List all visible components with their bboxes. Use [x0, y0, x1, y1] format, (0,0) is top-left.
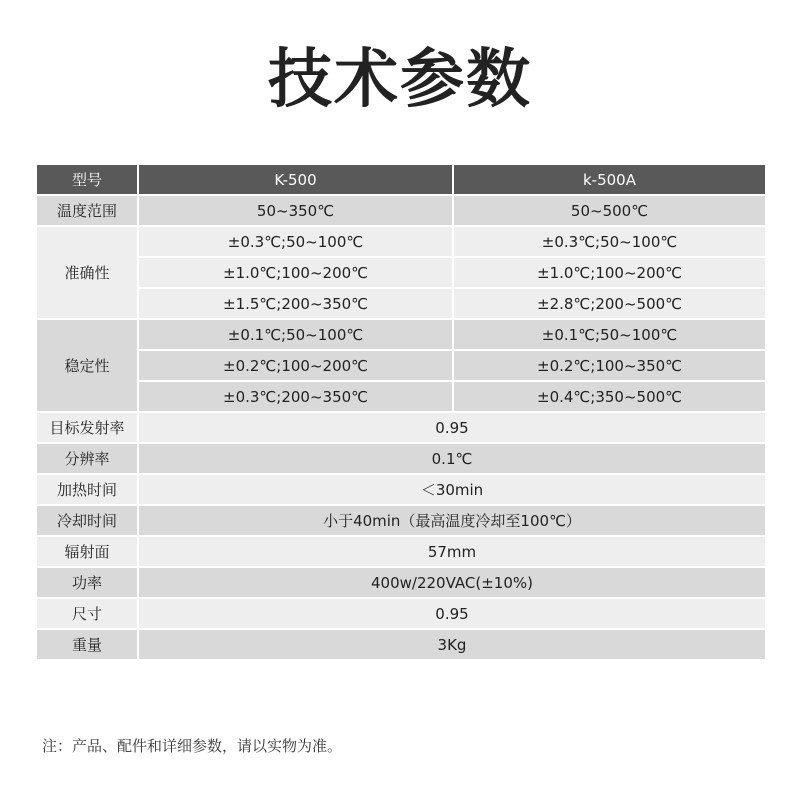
label-accuracy: 准确性 — [36, 226, 138, 319]
row-cooling-time — [36, 505, 766, 536]
label-weight: 重量 — [36, 629, 138, 660]
header-model-2: k-500A — [453, 164, 766, 195]
label-power: 功率 — [36, 567, 138, 598]
row-accuracy-1 — [36, 226, 766, 257]
label-resolution: 分辨率 — [36, 443, 138, 474]
stability-2-col1: ±0.2℃;100~200℃ — [138, 350, 453, 381]
row-size — [36, 598, 766, 629]
label-temp-range: 温度范围 — [36, 195, 138, 226]
temp-range-col2: 50~500℃ — [453, 195, 766, 226]
heating-time-value: ＜30min — [138, 474, 766, 505]
stability-1-col2: ±0.1℃;50~100℃ — [453, 319, 766, 350]
radiating-surface-value: 57mm — [138, 536, 766, 567]
resolution-value: 0.1℃ — [138, 443, 766, 474]
row-radiating-surface — [36, 536, 766, 567]
label-radiating-surface: 辐射面 — [36, 536, 138, 567]
cooling-time-value: 小于40min（最高温度冷却至100℃） — [138, 505, 766, 536]
row-resolution — [36, 443, 766, 474]
header-label: 型号 — [36, 164, 138, 195]
weight-value: 3Kg — [138, 629, 766, 660]
emissivity-value: 0.95 — [138, 412, 766, 443]
row-weight — [36, 629, 766, 660]
row-emissivity — [36, 412, 766, 443]
row-accuracy-3 — [36, 288, 766, 319]
accuracy-3-col1: ±1.5℃;200~350℃ — [138, 288, 453, 319]
spec-table — [35, 163, 767, 661]
row-stability-1 — [36, 319, 766, 350]
accuracy-1-col1: ±0.3℃;50~100℃ — [138, 226, 453, 257]
row-temp-range — [36, 195, 766, 226]
stability-3-col2: ±0.4℃;350~500℃ — [453, 381, 766, 412]
row-heating-time — [36, 474, 766, 505]
label-size: 尺寸 — [36, 598, 138, 629]
header-model-1: K-500 — [138, 164, 453, 195]
accuracy-3-col2: ±2.8℃;200~500℃ — [453, 288, 766, 319]
temp-range-col1: 50~350℃ — [138, 195, 453, 226]
accuracy-2-col1: ±1.0℃;100~200℃ — [138, 257, 453, 288]
footnote: 注：产品、配件和详细参数，请以实物为准。 — [42, 737, 343, 755]
power-value: 400w/220VAC(±10%) — [138, 567, 766, 598]
stability-1-col1: ±0.1℃;50~100℃ — [138, 319, 453, 350]
row-stability-2 — [36, 350, 766, 381]
label-stability: 稳定性 — [36, 319, 138, 412]
accuracy-2-col2: ±1.0℃;100~200℃ — [453, 257, 766, 288]
label-emissivity: 目标发射率 — [36, 412, 138, 443]
row-power — [36, 567, 766, 598]
row-stability-3 — [36, 381, 766, 412]
label-cooling-time: 冷却时间 — [36, 505, 138, 536]
accuracy-1-col2: ±0.3℃;50~100℃ — [453, 226, 766, 257]
row-accuracy-2 — [36, 257, 766, 288]
table-header-row — [36, 164, 766, 195]
size-value: 0.95 — [138, 598, 766, 629]
page-title: 技术参数 — [268, 43, 532, 117]
stability-2-col2: ±0.2℃;100~350℃ — [453, 350, 766, 381]
label-heating-time: 加热时间 — [36, 474, 138, 505]
stability-3-col1: ±0.3℃;200~350℃ — [138, 381, 453, 412]
